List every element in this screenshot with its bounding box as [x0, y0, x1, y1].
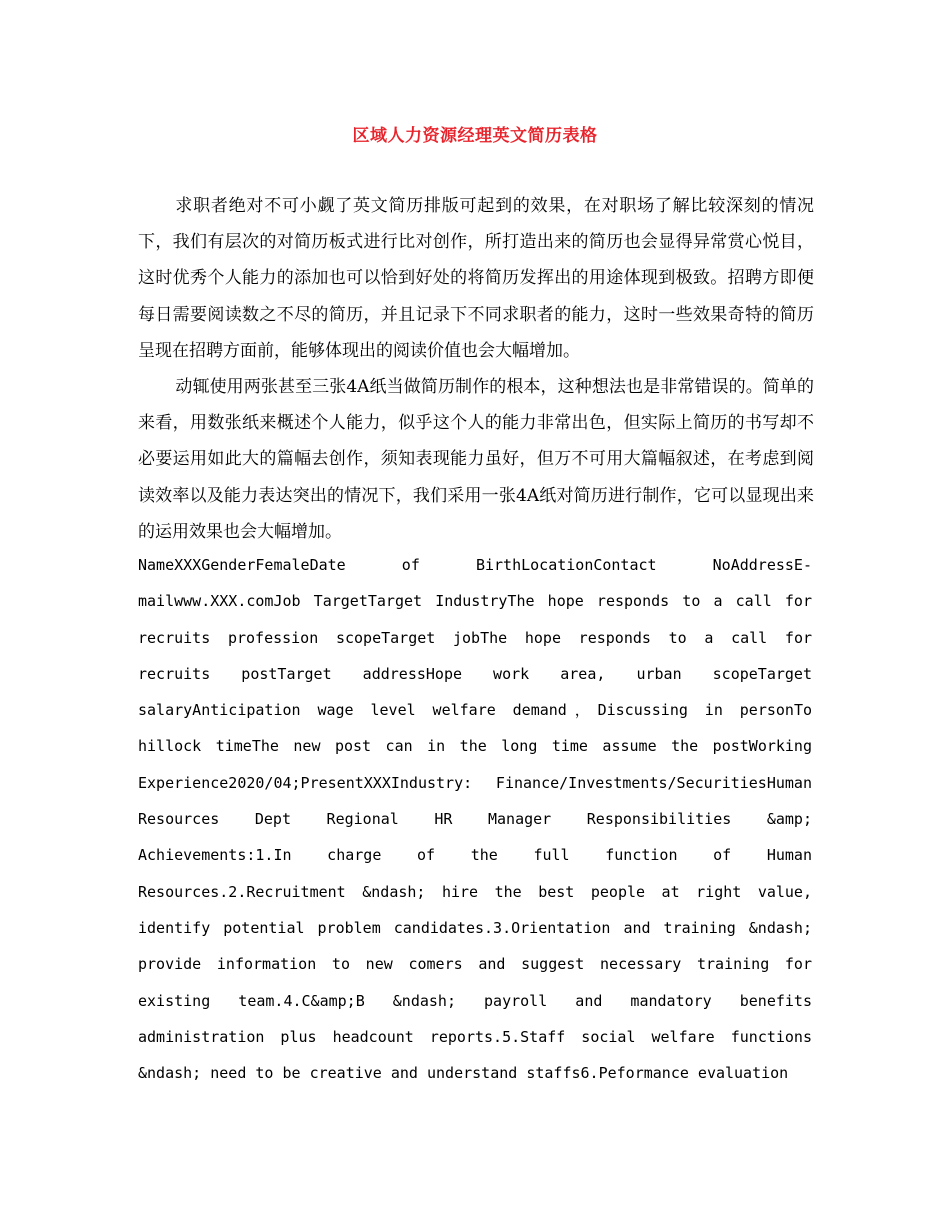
intro-paragraph-1: 求职者绝对不可小觑了英文简历排版可起到的效果，在对职场了解比较深刻的情况下，我们有层次的对简历板式进行比对创作，所打造出来的简历也会显得异常赏心悦目，这时优秀个人能力的添加也可以恰到好处的将简历发挥出的用途体现到极致。招聘方即便每日需要阅读数之不尽的简历，并且记录下不同求职者的能力，这时一些效果奇特的简历呈现在招聘方面前，能够体现出的阅读价值也会大幅增加。: [138, 196, 814, 361]
document-title: 区域人力资源经理英文简历表格: [352, 126, 598, 146]
intro-paragraph-2: 动辄使用两张甚至三张4A纸当做简历制作的根本，这种想法也是非常错误的。简单的来看，用数张纸来概述个人能力，似乎这个人的能力非常出色，但实际上简历的书写却不必要运用如此大的篇幅去创作，须知表现能力虽好，但万不可用大篇幅叙述，在考虑到阅读效率以及能力表达突出的情况下，我们采用一张4A纸对简历进行制作，它可以显现出来的运用效果也会大幅增加。: [138, 377, 814, 542]
resume-body-text: NameXXXGenderFemaleDate of BirthLocationContact NoAddressE-mailwww.XXX.comJob TargetTarget IndustryThe hope responds to a call for recruits profession scopeTarget jobThe hope responds to a call for recruits postTarget addressHope work area, urban scopeTarget salaryAnticipation wage level welfare demand，Discussing in personTo hillock timeThe new post can in the long time assume the postWorking Experience2020/04;PresentXXXIndustry: Finance/Investments/SecuritiesHuman Resources Dept Regional HR Manager Responsibilities &amp; Achievements:1.In charge of the full function of Human Resources.2.Recruitment &ndash; hire the best people at right value, identify potential problem candidates.3.Orientation and training &ndash; provide information to new comers and suggest necessary training for existing team.4.C&amp;B &ndash; payroll and mandatory benefits administration plus headcount reports.5.Staff social welfare functions &ndash; need to be creative and understand staffs6.Peformance evaluation: [138, 556, 812, 1083]
